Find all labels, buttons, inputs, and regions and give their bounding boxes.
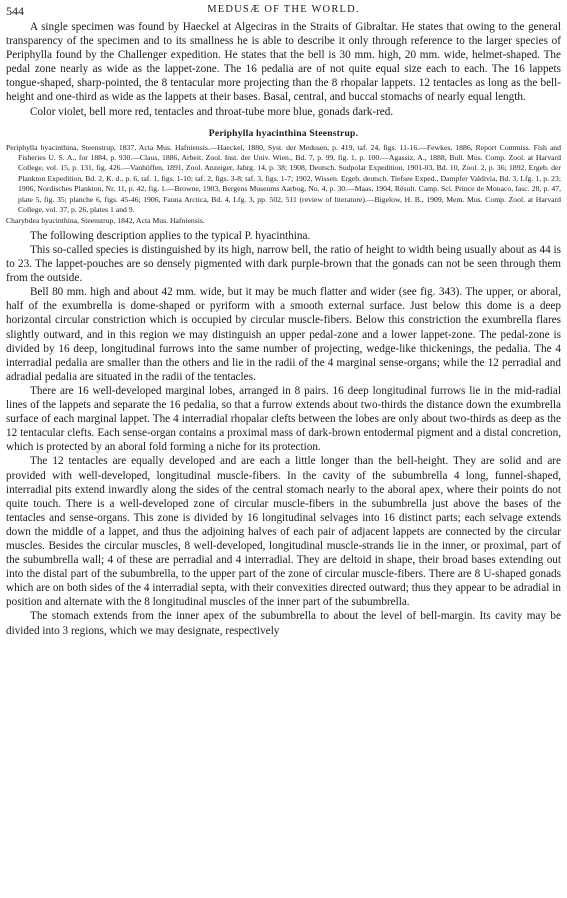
body-paragraph: Bell 80 mm. high and about 42 mm. wide, but it may be much flatter and wider (see fig. 343). The upper, or aboral, half of the exumbrella is dome-shaped or pyriform with a smooth external surface. Just below this dome is a deep horizontal circular constriction which is occupied by circular muscle-fibers. Below this constriction the exumbrella flares slightly outward, and in this region we may distinguish an upper pedal-zone and a lower lappet-zone. The pedal-zone is divided by 16 deep, longitudinal furrows into the same number of projecting, wedge-like thickenings, the pedalia. The 4 interradial pedalia are smaller than the others and lie in the radii of the 4 marginal sense-organs; while the 12 perradial and adradial pedalia are situated in the radii of the tentacles. xyxy=(6,286,561,383)
body-paragraph: The 12 tentacles are equally developed and are each a little longer than the bell-height. They are solid and are provided with well-developed, longitudinal muscle-fibers. In the cavity of the subumbrella 4 long, funnel-shaped, interradial pits extend inwardly along the sides of the central stomach nearly to the aboral apex, where their points do not quite touch. There is a well-developed zone of circular muscle-fibers in the subumbrella just above the bases of the tentacles and sense-organs. This zone is divided by 16 longitudinal selvages into 16 distinct parts; each selvage extends down the middle of a lappet, and thus the adjoining halves of each pair of adjacent lappets are connected by the circular muscles. Besides the circular muscles, 8 well-developed, longitudinal muscle-strands lie in the inner, or proximal, part of the subumbrella wall; 4 of these are perradial and 4 interradial. They are deltoid in shape, their broad bases extending out into the distal part of the subumbrella, to the upper part of the zone of circular muscle-fibers. There are 8 U-shaped gonads which are on both sides of the 4 interradial septa, with their convexities directed outward; thus they appear to be adradial in position and alternate with the 8 longitudinal muscles of the inner part of the subumbrella. xyxy=(6,455,561,609)
page xyxy=(6,4,561,638)
intro-paragraph: A single specimen was found by Haeckel at Algeciras in the Straits of Gibraltar. He states that owing to the general transparency of the specimen and to its smallness he is able to describe it only through reference to the larger species of Periphylla found by the Challenger expedition. He states that the bell is 30 mm. high, 20 mm. wide, helmet-shaped. The pedal zone nearly as wide as the lappet-zone. The 16 pedalia are of not quite equal size each to each. The 16 lappets tongue-shaped, sharp-pointed, the 8 tentacular more projecting than the 8 rhopalar lappets. 12 tentacles as long as the bell-height and one-third as wide as the lappets at their bases. Basal, central, and buccal stomachs of nearly equal length. xyxy=(6,21,561,104)
page-header xyxy=(6,4,561,20)
synonymy-entry: Periphylla hyacinthina, Steenstrup, 1837, Acta Mus. Hafniensis.—Haeckel, 1880, Syst. der Medusen, p. 419, taf. 24, figs. 11-16.—Fewkes, 1886, Report Commiss. Fish and Fisheries U. S. A., for 1884, p. 930.—Claus, 1886, Arbeit. Zool. Inst. der Univ. Wien., Bd. 7, p. 99, fig. 1, p. 100.—Agassiz, A., 1888, Bull. Mus. Comp. Zool. at Harvard College, vol. 15, p. 131, fig. 426.—Vanhöffen, 1891, Zool. Anzeiger, Jahrg. 14, p. 38; 1908, Deutsch. Sudpolar Expedition, 1901-03, Bd. 10, Zool. 2, p. 36; 1892, Ergeb. der Plankton Expedition, Bd. 2, K. d., p. 6, taf. 1, figs. 1-10; taf. 2, figs. 3-8; taf. 3, figs. 1-7; 1902, Wissen. Ergeb. deutsch. Tiefsee Exped., Dampfer Valdivia, Bd. 3, Lfg. 1, p. 23; 1906, Nordisches Plankton, Nr. 11, p. 42, fig. 1.—Browne, 1903, Bergens Museums Aarbog, No. 4, p. 30.—Maas, 1904, Résult. Camp. Sci. Prince de Monaco, fasc. 28, p. 47, plate 5, fig. 35; planche 6, figs. 45-46; 1906, Fauna Arctica, Bd. 4, Lfg. 3, pp. 502, 511 (review of literature).—Bigelow, H. B., 1909, Mem. Mus. Comp. Zool. at Harvard College, vol. 37, p. 26, plates 1 and 9. xyxy=(6,142,561,215)
page-number: 544 xyxy=(6,4,24,18)
intro-section xyxy=(6,20,561,119)
synonymy-list xyxy=(6,143,561,226)
body-paragraph: There are 16 well-developed marginal lobes, arranged in 8 pairs. 16 deep longitudinal furrows lie in the mid-radial lines of the lappets and separate the 16 pedalia, so that a furrow extends about two-thirds the distance down the exumbrella surface of each marginal lappet. The 4 interradial rhopalar clefts between the lobes are only about two-thirds as deep as the 12 tentacular clefts. Each sense-organ contains a proximal mass of dark-brown entodermal pigment and a distal concretion, which is protected by an aboral fold forming a niche for its protection. xyxy=(6,384,561,454)
body-paragraph: The stomach extends from the inner apex of the subumbrella to about the level of bell-margin. Its cavity may be divided into 3 regions, which we may designate, respectively xyxy=(6,610,561,637)
body-paragraph: This so-called species is distinguished by its high, narrow bell, the ratio of height to width being usually about as 44 is to 23. The lappet-pouches are so densely pigmented with dark purple-brown that the gonads can not be seen through them from the outside. xyxy=(6,244,561,285)
intro-paragraph: Color violet, bell more red, tentacles and throat-tube more blue, gonads dark-red. xyxy=(30,105,394,118)
synonymy-entry: Charybdea hyacinthina, Steenstrup, 1842, Acta Mus. Hafniensis. xyxy=(6,215,205,225)
description-section xyxy=(6,229,561,638)
species-title: Periphylla hyacinthina Steenstrup. xyxy=(208,127,359,139)
running-title: MEDUSÆ OF THE WORLD. xyxy=(207,4,360,15)
body-paragraph: The following description applies to the typical P. hyacinthina. xyxy=(30,229,311,242)
